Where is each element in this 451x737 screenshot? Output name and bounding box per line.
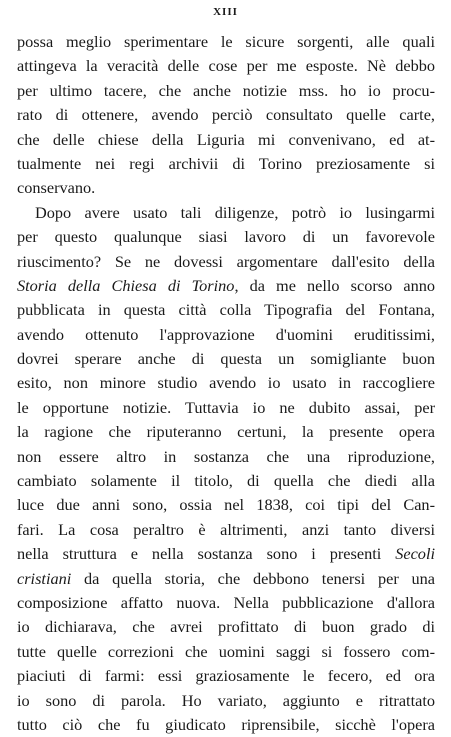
text-line — [17, 591, 435, 615]
text-line — [17, 323, 435, 347]
text-segment: nella struttura e nella sostanza sono i presenti — [17, 544, 396, 564]
text-segment: la ragione che riputeranno certuni, la presente opera — [17, 422, 435, 442]
text-segment: tualmente nei regi archivii di Torino preziosamente si — [17, 153, 435, 173]
text-line — [17, 250, 435, 274]
text-line — [17, 445, 435, 469]
text-segment: luce due anni sono, ossia nel 1838, coi tipi del Can- — [17, 495, 435, 515]
text-segment: esito, non minore studio avendo io usato in raccogliere — [17, 373, 435, 393]
text-segment: pubblicata in questa città colla Tipografia del Fontana, — [17, 300, 435, 320]
text-segment: per ultimo tacere, che anche notizie mss. ho io procu- — [17, 80, 435, 100]
text-segment: piaciuti di farmi: essi graziosamente le fecero, ed ora — [17, 666, 435, 686]
text-segment: io dichiarava, che avrei profittato di buon grado di — [17, 617, 435, 637]
italic-text: cristiani — [17, 568, 72, 588]
text-line — [17, 298, 435, 322]
text-line — [17, 79, 435, 103]
text-line — [17, 225, 435, 249]
text-line — [17, 542, 435, 566]
text-line — [17, 30, 435, 54]
text-segment: attingeva la veracità delle cose per me esposte. Nè debbo — [17, 56, 435, 76]
text-line — [17, 54, 435, 78]
text-segment: fari. La cosa peraltro è altrimenti, anzi tanto diversi — [17, 519, 435, 539]
text-line — [17, 152, 435, 176]
text-segment: composizione affatto nuova. Nella pubblicazione d'allora — [17, 592, 435, 612]
italic-text: Secoli — [395, 544, 435, 564]
text-line — [17, 201, 435, 225]
text-line — [17, 176, 435, 200]
text-line — [17, 493, 435, 517]
text-line — [17, 103, 435, 127]
text-segment: rato di ottenere, avendo perciò consultato quelle carte, — [17, 105, 435, 125]
text-line — [17, 274, 435, 298]
text-line — [17, 420, 435, 444]
text-segment: riuscimento? Se ne dovessi argomentare dall'esito della — [17, 251, 435, 271]
text-segment: non essere altro in sostanza che una riproduzione, — [17, 446, 435, 466]
text-line — [17, 469, 435, 493]
text-segment: avendo ottenuto l'approvazione d'uomini eruditissimi, — [17, 324, 435, 344]
text-line — [17, 615, 435, 639]
page-number: XIII — [213, 6, 238, 18]
text-segment: che delle chiese della Liguria mi convenivano, ed at- — [17, 129, 435, 149]
text-line — [17, 396, 435, 420]
text-segment: , da me nello scorso anno — [234, 275, 435, 295]
text-segment: per questo qualunque siasi lavoro di un favorevole — [17, 227, 435, 247]
text-segment: tutto ciò che fu giudicato riprensibile, sicchè l'opera — [17, 714, 435, 734]
paragraph — [17, 201, 435, 737]
text-segment: possa meglio sperimentare le sicure sorgenti, alle quali — [17, 32, 435, 51]
text-line — [17, 640, 435, 664]
text-line — [17, 518, 435, 542]
text-line — [17, 713, 435, 737]
text-segment: dovrei sperare anche di questa un somigliante buon — [17, 349, 435, 369]
italic-text: Storia della Chiesa di Torino — [17, 275, 235, 295]
text-segment: le opportune notizie. Tuttavia io ne dubito assai, per — [17, 397, 435, 417]
text-line — [17, 371, 435, 395]
text-segment: conservano. — [17, 178, 96, 198]
body-text — [17, 30, 435, 737]
text-line — [17, 689, 435, 713]
text-segment: Dopo avere usato tali diligenze, potrò io lusingarmi — [35, 202, 435, 222]
text-segment: cambiato solamente il titolo, di quella che diedi alla — [17, 471, 435, 491]
text-segment: tutte quelle correzioni che uomini saggi si fossero com- — [17, 641, 435, 661]
text-line — [17, 128, 435, 152]
text-segment: da quella storia, che debbono tenersi per una — [71, 568, 435, 588]
text-line — [17, 567, 435, 591]
paragraph — [17, 30, 435, 201]
text-line — [17, 347, 435, 371]
text-segment: io sono di parola. Ho variato, aggiunto e ritrattato — [17, 690, 435, 710]
text-line — [17, 664, 435, 688]
